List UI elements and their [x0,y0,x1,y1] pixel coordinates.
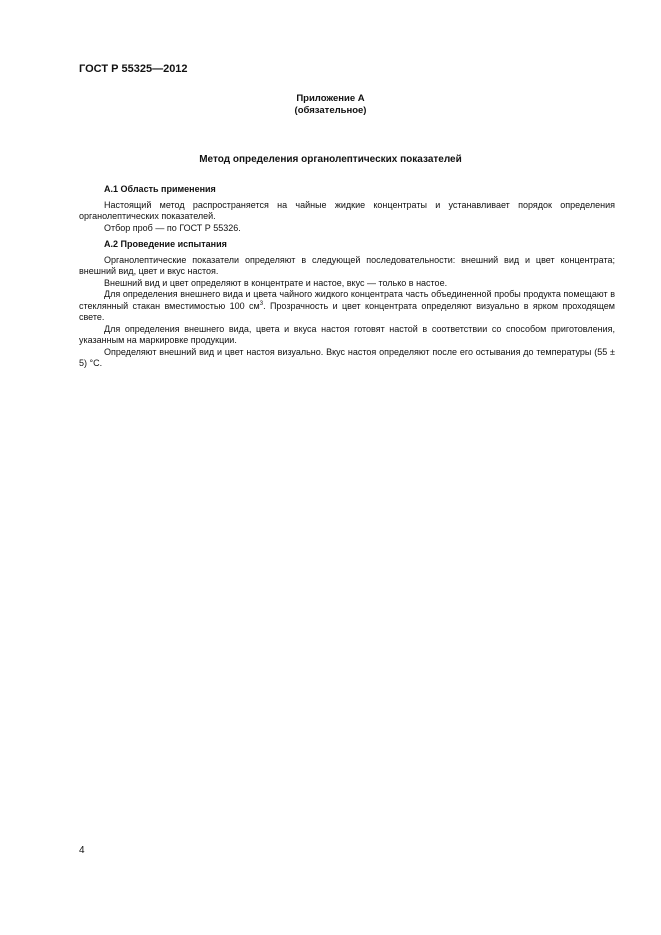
section-title: А.2 Проведение испытания [104,239,227,249]
paragraph: Определяют внешний вид и цвет настоя визуально. Вкус настоя определяют после его остывания до температуры (55 ± 5) °С. [79,346,615,368]
document-body [79,184,615,375]
superscript: 3 [259,300,264,307]
method-title: Метод определения органолептических показателей [199,154,462,165]
annex-status: (обязательное) [294,105,367,116]
paragraph: Отбор проб — по ГОСТ Р 55326. [104,222,241,233]
paragraph: Органолептические показатели определяют в следующей последовательности: внешний вид и цвет концентрата; внешний вид, цвет и вкус настоя. [79,254,615,276]
section-scope [79,184,615,234]
paragraph-text-tail: . Прозрачность и цвет концентрата определяют визуально в ярком проходящем свете. [79,300,615,322]
paragraph: Для определения внешнего вида, цвета и вкуса настоя готовят настой в соответствии со способом приготовления, указанным на маркировке продукции. [79,323,615,345]
annex-heading [0,93,661,117]
annex-title: Приложение А [296,93,365,104]
paragraph-text: Для определения внешнего вида и цвета чайного жидкого концентрата часть объединенной пробы продукта помещают в стеклянный стакан вместимостью 100 см [79,289,615,311]
paragraph: Настоящий метод распространяется на чайные жидкие концентраты и устанавливает порядок определения органолептических показателей. [79,199,615,221]
section-title: А.1 Область применения [104,184,216,194]
page-number: 4 [79,845,85,856]
section-procedure [79,239,615,370]
document-code: ГОСТ Р 55325—2012 [79,63,188,75]
paragraph: Внешний вид и цвет определяют в концентрате и настое, вкус — только в настое. [104,277,448,288]
paragraph [79,289,615,324]
